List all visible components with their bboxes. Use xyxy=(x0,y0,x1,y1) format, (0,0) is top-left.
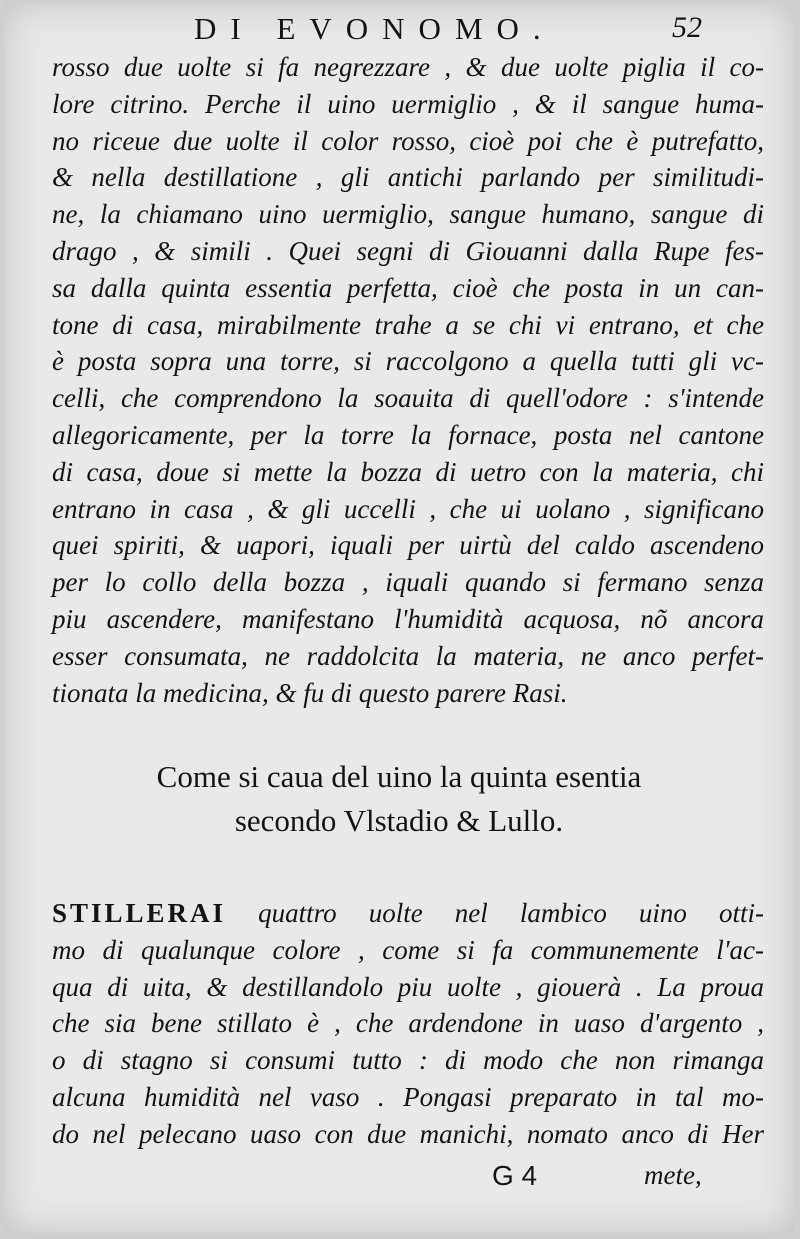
text-line: per lo collo della bozza , iquali quando si fermano senza xyxy=(52,567,764,598)
text-line: qua di uita, & destillandolo piu uolte , giouerà . La proua xyxy=(52,971,764,1002)
text-line xyxy=(52,895,764,932)
text-line: alcuna humidità nel vaso . Pongasi preparato in tal mo- xyxy=(52,1081,764,1112)
text-line: do nel pelecano uaso con due manichi, nomato anco di Her xyxy=(52,1118,764,1149)
text-line: sa dalla quinta essentia perfetta, cioè che posta in un can- xyxy=(52,272,764,303)
text-line: rosso due uolte si fa negrezzare , & due uolte piglia il co- xyxy=(52,52,764,82)
page-number: 52 xyxy=(672,11,702,44)
text-line: quei spiriti, & uapori, iquali per uirtù del caldo ascendeno xyxy=(52,530,764,561)
text-line: & nella destillatione , gli antichi parlando per similitudi- xyxy=(52,162,764,193)
paragraph-1 xyxy=(52,49,764,711)
text-line: lore citrino. Perche il uino uermiglio , & il sangue huma- xyxy=(52,88,764,119)
text-line: drago , & simili . Quei segni di Giouanni dalla Rupe fes- xyxy=(52,235,764,266)
section-heading-line-1: Come si caua del uino la quinta esentia xyxy=(156,759,642,794)
text-line: mo di qualunque colore , come si fa communemente l'ac- xyxy=(52,934,764,965)
opening-line-text: quattro uolte nel lambico uino otti- xyxy=(226,898,764,928)
text-line: o di stagno si consumi tutto : di modo che non rimanga xyxy=(52,1045,764,1076)
section-heading-line-2: secondo Vlstadio & Lullo. xyxy=(234,803,564,838)
text-line: allegoricamente, per la torre la fornace, posta nel cantone xyxy=(52,419,764,450)
book-page xyxy=(4,3,794,1233)
text-line: celli, che comprendono la soauita di quell'odore : s'intende xyxy=(52,383,764,414)
text-line: entrano in casa , & gli uccelli , che ui uolano , significano xyxy=(52,493,764,524)
running-head: DI EVONOMO. xyxy=(194,11,555,46)
text-line: ne, la chiamano uino uermiglio, sangue humano, sangue di xyxy=(52,199,764,230)
opening-word: STILLERAI xyxy=(52,898,227,928)
text-line: tionata la medicina, & fu di questo parere Rasi. xyxy=(52,677,568,708)
text-line: esser consumata, ne raddolcita la materia, ne anco perfet- xyxy=(52,640,764,671)
text-line: piu ascendere, manifestano l'humidità acquosa, nõ ancora xyxy=(52,603,764,634)
section-heading xyxy=(4,755,794,843)
text-line: no riceue due uolte il color rosso, cioè poi che è putrefatto, xyxy=(52,125,764,156)
signature-mark: G 4 xyxy=(492,1160,538,1191)
catchword: mete, xyxy=(644,1160,702,1190)
paragraph-2 xyxy=(52,895,764,1153)
text-line: è posta sopra una torre, si raccolgono a quella tutti gli vc- xyxy=(52,346,764,377)
text-line: di casa, doue si mette la bozza di uetro con la materia, chi xyxy=(52,456,764,487)
text-line: che sia bene stillato è , che ardendone in uaso d'argento , xyxy=(52,1008,764,1039)
page-header xyxy=(4,9,794,49)
text-line: tone di casa, mirabilmente trahe a se chi vi entrano, et che xyxy=(52,309,764,340)
